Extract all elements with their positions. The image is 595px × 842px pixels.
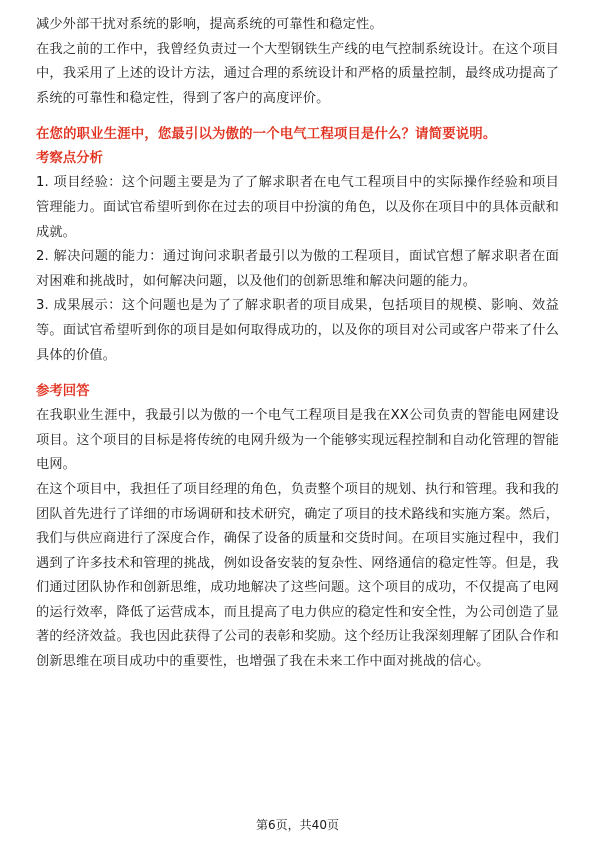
answer-paragraph: 在这个项目中，我担任了项目经理的角色，负责整个项目的规划、执行和管理。我和我的团队首先进行了详细的市场调研和技术研究，确定了项目的技术路线和实施方案。然后，我们与供应商进行了深度合作，确保了设备的质量和交货时间。在项目实施过程中，我们遇到了许多技术和管理的挑战，例如设备安装的复杂性、网络通信的稳定性等。但是，我们通过团队协作和创新思维，成功地解决了这些问题。这个项目的成功，不仅提高了电网的运行效率，降低了运营成本，而且提高了电力供应的稳定性和安全性，为公司创造了显著的经济效益。我也因此获得了公司的表彰和奖励。这个经历让我深刻理解了团队合作和创新思维在项目成功中的重要性，也增强了我在未来工作中面对挑战的信心。 xyxy=(36,481,559,670)
intro-paragraph: 在我之前的工作中，我曾经负责过一个大型钢铁生产线的电气控制系统设计。在这个项目中，我采用了上述的设计方法，通过合理的系统设计和严格的质量控制，最终成功提高了系统的可靠性和稳定性，得到了客户的高度评价。 xyxy=(36,41,559,106)
answer-title: 参考回答 xyxy=(36,384,90,400)
page-number: 第6页，共40页 xyxy=(256,818,339,832)
analysis-point: 1. 项目经验：这个问题主要是为了了解求职者在电气工程项目中的实际操作经验和项目管理能力。面试官希望听到你在过去的项目中扮演的角色，以及你在项目中的具体贡献和成就。 xyxy=(36,175,559,240)
analysis-title: 考察点分析 xyxy=(36,151,103,167)
document-page xyxy=(36,13,559,675)
intro-line: 减少外部干扰对系统的影响，提高系统的可靠性和稳定性。 xyxy=(36,17,383,32)
analysis-point: 3. 成果展示：这个问题也是为了了解求职者的项目成果，包括项目的规模、影响、效益等。面试官希望听到你的项目是如何取得成功的，以及你的项目对公司或客户带来了什么具体的价值。 xyxy=(36,298,559,363)
answer-paragraph: 在我职业生涯中，我最引以为傲的一个电气工程项目是我在XX公司负责的智能电网建设项目。这个项目的目标是将传统的电网升级为一个能够实现远程控制和自动化管理的智能电网。 xyxy=(36,408,559,473)
analysis-point: 2. 解决问题的能力：通过询问求职者最引以为傲的工程项目，面试官想了解求职者在面对困难和挑战时，如何解决问题，以及他们的创新思维和解决问题的能力。 xyxy=(36,249,559,289)
interview-question: 在您的职业生涯中，您最引以为傲的一个电气工程项目是什么？请简要说明。 xyxy=(36,127,497,143)
